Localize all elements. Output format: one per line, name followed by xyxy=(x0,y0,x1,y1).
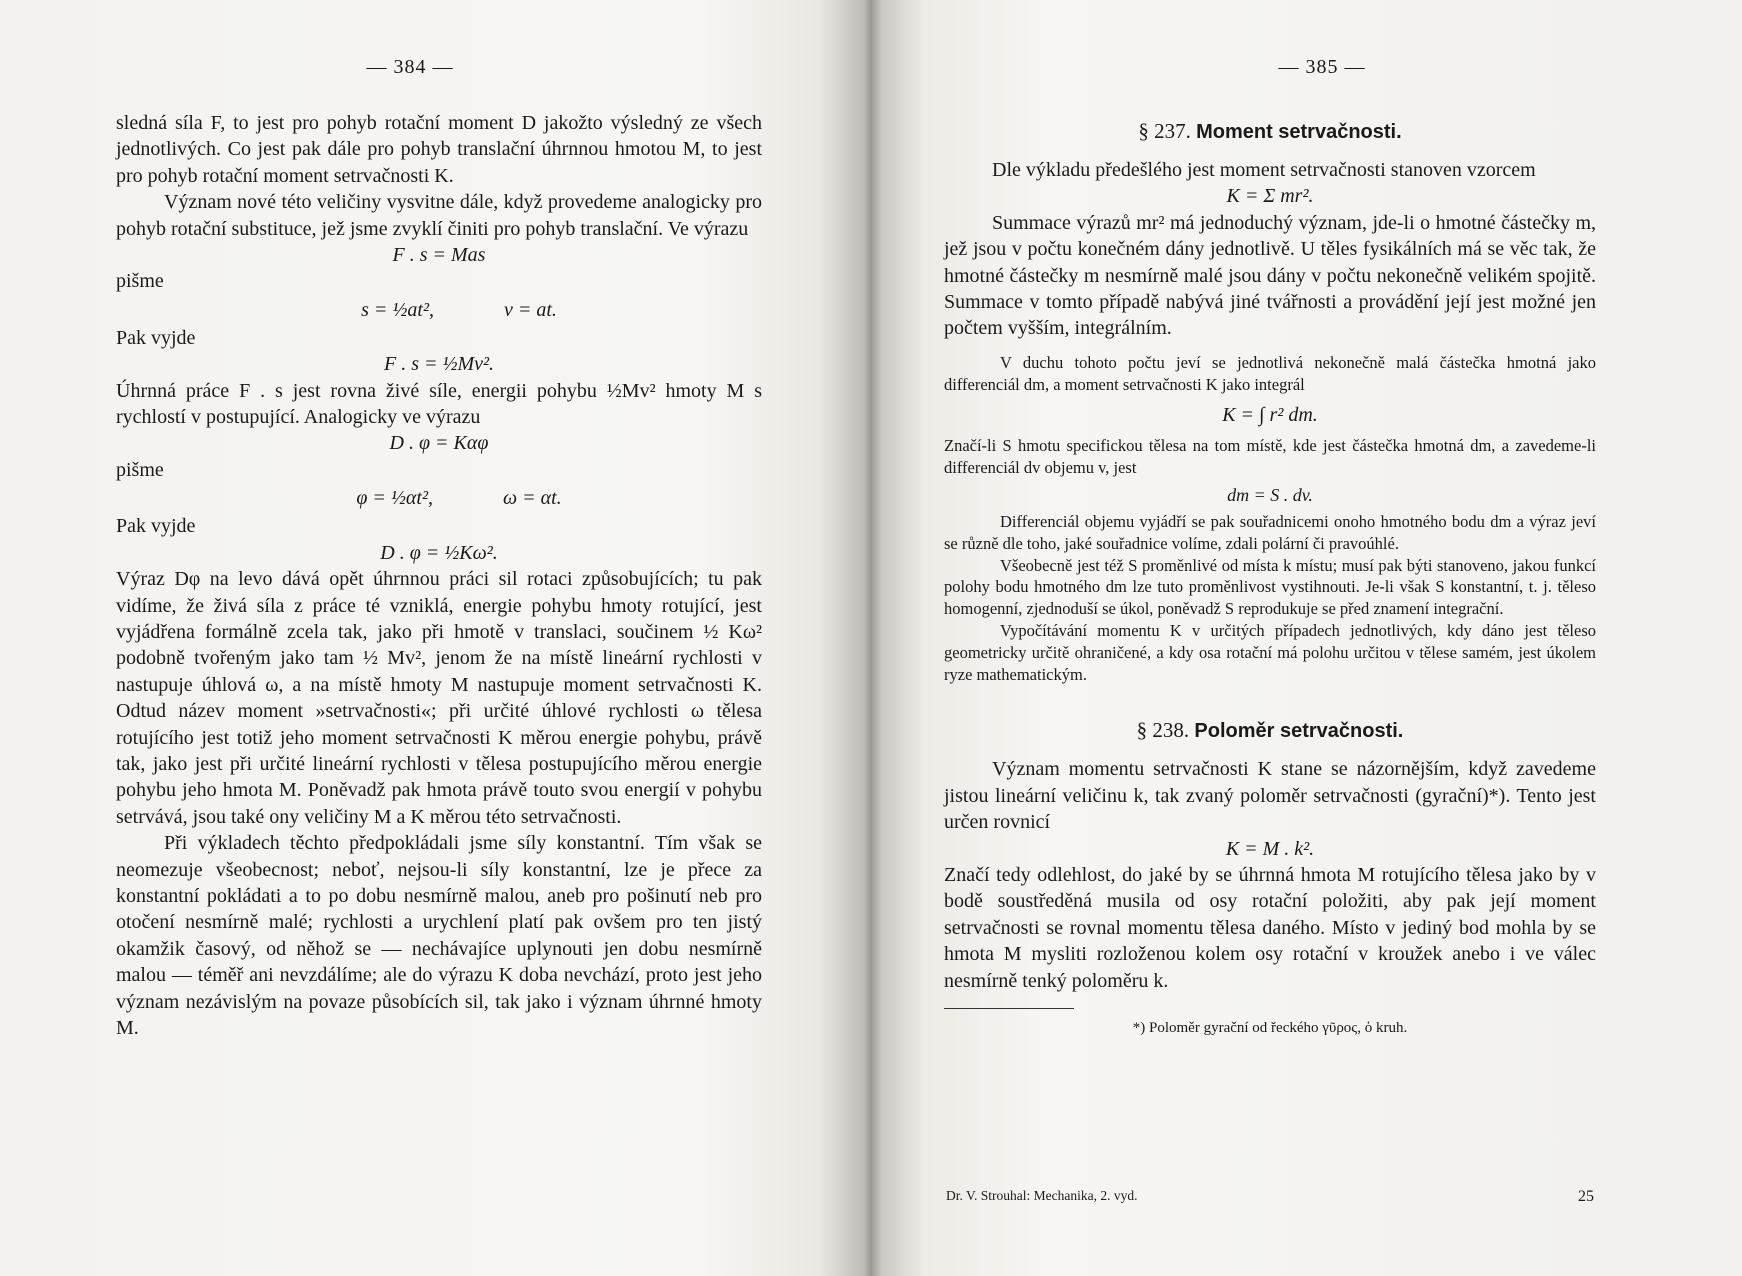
equation: ω = αt. xyxy=(502,487,562,510)
section-title: Poloměr setrvačnosti. xyxy=(1194,720,1404,743)
word-pisme: pišme xyxy=(116,270,164,293)
paragraph: Výraz Dφ na levo dává opět úhrnnou práci sil rotaci způsobujících; tu pak vidíme, že živá síla z práce té vzniklá, energie pohybu hmoty rotující, jest vyjádřena formálně zcela tak, jako při hmotě v translaci, součinem ½ Kω² podobně tvořeným jako tam ½ Mv², jenom že na místě lineární rychlosti v nastupuje úhlová ω, a na místě hmoty M nastupuje moment setrvačnosti K. Odtud název moment »setrvačnosti«; při určité úhlové rychlosti ω tělesa rotujícího jest totiž jeho moment setrvačnosti K měrou energie pohybu, právě tak, jako jest při určité lineární rychlosti v tělesa postupujícího měrou energie pohybu jeho hmota M. Poněvadž pak hmota právě touto svou energií v pohybu setrvává, jsou také ony veličiny M a K měrou této setrvačnosti. xyxy=(116,568,762,828)
word-pisme: pišme xyxy=(116,458,164,481)
equation: F . s = ½Mv². xyxy=(383,353,495,376)
paragraph: Význam momentu setrvačnosti K stane se názornějším, když zavedeme jistou lineární veličinu k, tak zvaný poloměr setrvačnosti (gyrační)*). Tento jest určen rovnicí xyxy=(944,758,1596,834)
word-pak-vyjde: Pak vyjde xyxy=(116,326,196,349)
equation: s = ½at², xyxy=(361,298,434,321)
equation: K = ∫ r² dm. xyxy=(1222,404,1318,427)
footnote: *) Poloměr gyrační od řeckého γῦρος, ὁ kruh. xyxy=(1132,1020,1408,1037)
left-page xyxy=(0,0,860,1276)
right-page-text xyxy=(944,112,1596,1039)
paragraph: Význam nové této veličiny vysvitne dále, když provedeme analogicky pro pohyb rotační substituce, jež jsme zvyklí činiti pro pohyb translační. Ve výrazu xyxy=(116,191,762,240)
equation: v = at. xyxy=(503,298,557,321)
signature-text: Dr. V. Strouhal: Mechanika, 2. vyd. xyxy=(946,1188,1138,1203)
section-number: § 238. xyxy=(1136,718,1190,743)
paragraph: Při výkladech těchto předpokládali jsme síly konstantní. Tím však se neomezuje všeobecnost; neboť, nejsou-li síly konstantní, lze je přece za konstantní pokládati a to po dobu nesmírně malou, aneb pro pošinutí neb pro otočení nesmírně malé; rychlosti a urychlení platí pak ovšem pro ten jistý okamžik časový, od něhož se — nechávajíce uplynouti jen dobu nesmírně malou — téměř ani nevzdálíme; ale do výrazu K doba nevchází, proto jest jeho význam nezávislým na povaze působících sil, tak jako i význam úhrnné hmoty M. xyxy=(116,832,762,1039)
paragraph: Vypočítávání momentu K v určitých případech jednotlivých, kdy dáno jest těleso geometricky určitě ohraničené, a kdy osa rotační má polohu určitou v tělese samém, jest úkolem ryze mathematickým. xyxy=(944,621,1596,684)
spacer xyxy=(944,685,1596,711)
equation: D . φ = ½Kω². xyxy=(380,541,498,564)
right-page xyxy=(882,0,1742,1276)
paragraph: Úhrnná práce F . s jest rovna živé síle, energii pohybu ½Mv² hmoty M s rychlostí v postupující. Analogicky ve výrazu xyxy=(116,379,762,429)
printer-signature xyxy=(946,1188,1594,1206)
paragraph: sledná síla F, to jest pro pohyb rotační moment D jakožto výsledný ze všech jednotlivých. Co jest pak dále pro pohyb translační úhrnnou hmotou M, to jest pro pohyb rotační moment setrvačnosti K. xyxy=(116,112,762,187)
section-number: § 237. xyxy=(1138,119,1191,143)
page-number-left: — 384 — xyxy=(366,56,454,78)
paragraph: Summace výrazů mr² má jednoduchý význam, jde-li o hmotné částečky m, jež jsou v počtu konečném dány jednotlivě. U těles fysikálních má se věc tak, že hmotné částečky m nesmírně malé jsou dány v počtu nekonečně velikém spojitě. Summace v tomto případě nabývá jiné tvářnosti a provádění její jest možné jen počtem vyšším, integrálním. xyxy=(944,211,1596,340)
page-number-right: — 385 — xyxy=(1278,56,1366,78)
section-heading xyxy=(944,715,1596,746)
left-page-text xyxy=(116,110,762,1041)
section-title: Moment setrvačnosti. xyxy=(1196,121,1402,143)
paragraph: Dle výkladu předešlého jest moment setrvačnosti stanoven vzorcem xyxy=(992,159,1536,181)
equation: D . φ = Kαφ xyxy=(389,432,489,455)
paragraph: Značí-li S hmotu specifickou tělesa na tom místě, kde jest částečka hmotná dm, a zavedeme-li differenciál dv objemu v, jest xyxy=(944,436,1596,478)
equation: K = M . k². xyxy=(1225,837,1315,860)
equation: dm = S . dv. xyxy=(1227,485,1313,506)
equation-row xyxy=(116,295,762,325)
paragraph: Všeobecně jest též S proměnlivé od místa k místu; musí pak býti stanoveno, jakou funkcí polohy bodu hmotného dm lze tuto proměnlivost vystihnouti. Je-li však S konstantní, t. j. těleso homogenní, zjednoduší se úkol, poněvadž S reprodukuje se před znamení integrační. xyxy=(944,555,1596,619)
paragraph: Značí tedy odlehlost, do jaké by se úhrnná hmota M rotujícího tělesa jako by v bodě soustředěná musila od osy rotační položiti, aby pak její moment setrvačnosti se rovnal momentu tělesa daného. Místo v jediný bod mohla by se hmota M mysliti rozloženou kolem osy rotační v kroužek anebo i ve válec nesmírně tenký poloměru k. xyxy=(944,864,1596,992)
word-pak-vyjde: Pak vyjde xyxy=(116,515,196,538)
paragraph: V duchu tohoto počtu jeví se jednotlivá nekonečně malá částečka hmotná jako differenciál dm, a moment setrvačnosti K jako integrál xyxy=(944,352,1596,394)
equation: φ = ½αt², xyxy=(356,487,433,510)
signature-number: 25 xyxy=(1578,1188,1594,1205)
equation: K = Σ mr². xyxy=(1226,185,1314,208)
paragraph: Differenciál objemu vyjádří se pak souřadnicemi onoho hmotného bodu dm a výraz jeví se různě dle toho, jaké souřadnice volíme, zdali polární či pravoúhlé. xyxy=(944,512,1596,553)
spacer xyxy=(944,342,1596,352)
equation-row xyxy=(116,483,762,513)
section-heading xyxy=(944,116,1596,147)
footnote-rule xyxy=(944,1008,1074,1009)
equation: F . s = Mas xyxy=(392,244,486,267)
